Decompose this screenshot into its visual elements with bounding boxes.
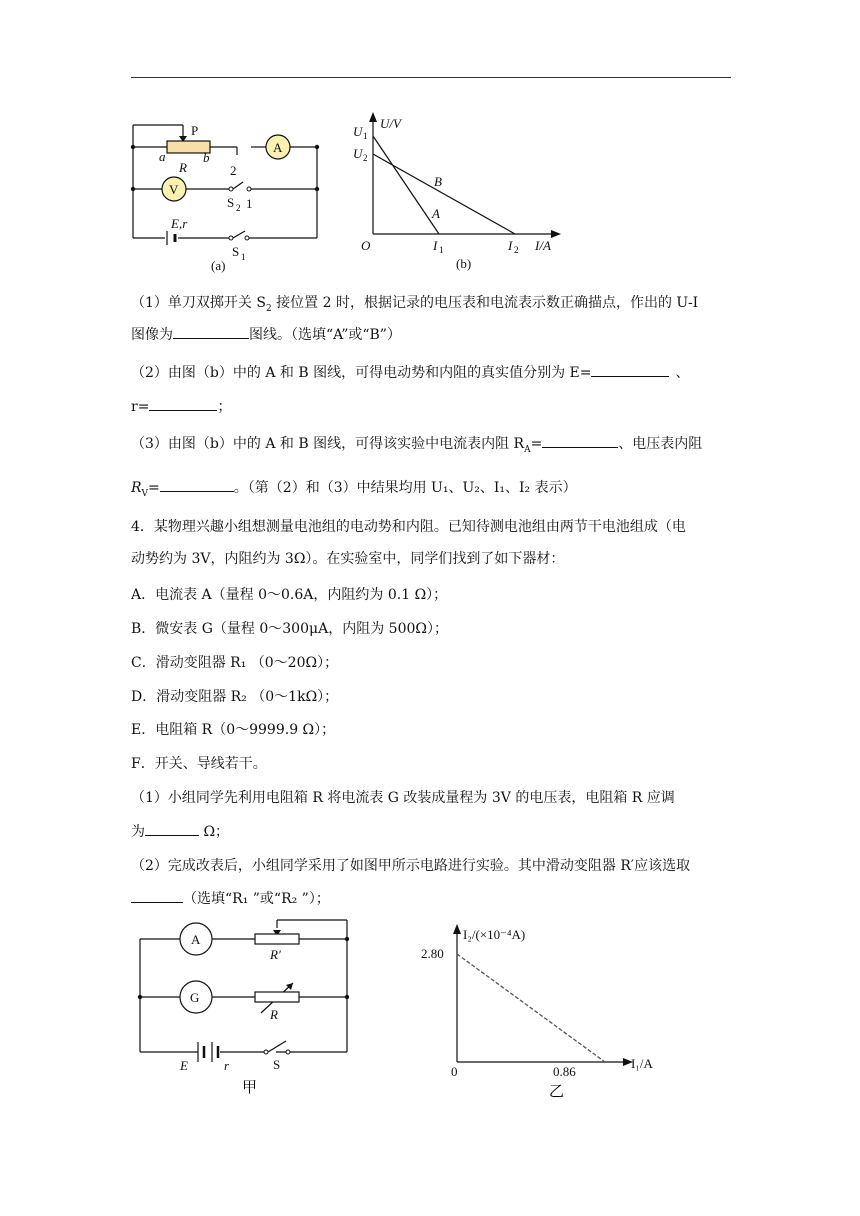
q4-option-E: E．电阻箱 R（0～9999.9 Ω）； — [131, 722, 336, 738]
circuit-diagram-a — [125, 115, 330, 275]
label-S: S — [273, 1057, 281, 1072]
y-tick-label: 2.80 — [421, 946, 444, 961]
label-S2-sub: 2 — [236, 203, 241, 213]
label-I2-sub: 2 — [514, 245, 519, 255]
q3-part1-line2: 图像为 图线。（选填“A”或“B”） — [131, 324, 401, 345]
voltmeter-label: V — [169, 182, 179, 197]
label-S2: S — [227, 195, 235, 210]
y-axis-label: I₂/(×10⁻⁴A) — [463, 927, 526, 942]
label-Er: E,r — [171, 216, 188, 231]
caption-jia: 甲 — [242, 1080, 258, 1096]
top-rule — [131, 77, 731, 78]
q4-part2-line2: （选填“R₁ ”或“R₂ ”）； — [131, 888, 330, 909]
label-a: a — [159, 149, 166, 164]
label-S1: S — [232, 244, 240, 259]
label-I1: I — [433, 238, 438, 253]
label-S1-sub: 1 — [241, 252, 246, 262]
q4-option-A: A．电流表 A（量程 0～0.6A，内阻约为 0.1 Ω）； — [131, 587, 448, 603]
q4-stem-line1: 4．某物理兴趣小组想测量电池组的电动势和内阻。已知待测电池组由两节干电池组成（电 — [131, 519, 686, 535]
q4-option-F: F．开关、导线若干。 — [131, 756, 267, 772]
x-axis-label: I₁/A — [631, 1056, 653, 1071]
q3-part1-line1: （1）单刀双掷开关 $S_2$ 接位置 2 时，根据记录的电压表和电流表示数正确描点，作出的 U-I — [131, 295, 699, 314]
ui-graph-b — [345, 110, 575, 275]
q4-stem-line2: 动势约为 3V，内阻约为 3Ω）。在实验室中，同学们找到了如下器材： — [131, 551, 565, 567]
q3-part2-line2: r= ； — [131, 396, 231, 417]
answer-blank-R-value[interactable] — [145, 821, 199, 836]
answer-blank-Rprime[interactable] — [131, 888, 183, 903]
ammeter-label: A — [191, 932, 201, 947]
y-axis-arrow — [453, 924, 461, 934]
q3-part3-line2: $R_V=$ 。（第（2）和（3）中结果均用 U₁、U₂、I₁、I₂ 表示） — [131, 477, 577, 504]
label-P: P — [191, 123, 199, 138]
caption-b: (b) — [456, 256, 472, 271]
line-B-label: B — [434, 174, 442, 189]
data-line — [457, 954, 605, 1062]
answer-blank-q3-1[interactable] — [173, 324, 249, 339]
label-U2-sub: 2 — [363, 153, 368, 163]
caption-a: (a) — [211, 258, 226, 273]
label-U1-sub: 1 — [363, 131, 368, 141]
label-r: r — [224, 1058, 230, 1073]
q3-part2-line1: （2）由图（b）中的 A 和 B 图线，可得电动势和内阻的真实值分别为 E= 、 — [131, 362, 689, 383]
line-A-label: A — [432, 206, 440, 221]
answer-blank-E[interactable] — [591, 362, 669, 377]
y-axis-label: U/V — [380, 116, 401, 131]
q3-part3-line1: （3）由图（b）中的 A 和 B 图线，可得该实验中电流表内阻 $R_A=$ 、电压表内阻 — [131, 433, 702, 460]
label-pos2: 2 — [230, 163, 237, 178]
label-b: b — [203, 150, 210, 165]
label-R: R — [179, 160, 187, 175]
q4-part2-line1: （2）完成改表后，小组同学采用了如图甲所示电路进行实验。其中滑动变阻器 R′应该选取 — [131, 858, 691, 874]
q4-part1-line2: 为 Ω； — [131, 821, 229, 842]
label-U2: U — [353, 146, 363, 161]
answer-blank-RV[interactable] — [160, 477, 234, 492]
label-Rprime: R′ — [270, 947, 281, 962]
label-I1-sub: 1 — [439, 245, 444, 255]
label-R: R — [270, 1007, 278, 1022]
label-U1: U — [353, 124, 363, 139]
answer-blank-r[interactable] — [149, 396, 217, 411]
label-I2: I — [508, 238, 513, 253]
label-E: E — [180, 1058, 188, 1073]
caption-yi: 乙 — [549, 1084, 565, 1100]
ammeter-label: A — [273, 140, 283, 155]
x-tick-label: 0.86 — [553, 1064, 576, 1079]
label-pos1: 1 — [246, 196, 253, 211]
origin-label: O — [361, 238, 371, 253]
q4-option-C: C．滑动变阻器 R₁ （0～20Ω）； — [131, 655, 339, 671]
chart-yi — [415, 922, 685, 1102]
answer-blank-RA[interactable] — [542, 433, 618, 448]
q4-option-D: D．滑动变阻器 R₂ （0～1kΩ）； — [131, 689, 339, 705]
x-axis-label: I/A — [535, 238, 551, 253]
q4-part1-line1: （1）小组同学先利用电阻箱 R 将电流表 G 改装成量程为 3V 的电压表，电阻箱 R 应调 — [131, 790, 675, 806]
q4-option-B: B．微安表 G（量程 0～300μA，内阻为 500Ω）； — [131, 621, 448, 637]
origin-label: 0 — [451, 1064, 458, 1079]
galvanometer-label: G — [190, 990, 200, 1005]
circuit-diagram-jia — [128, 912, 363, 1102]
